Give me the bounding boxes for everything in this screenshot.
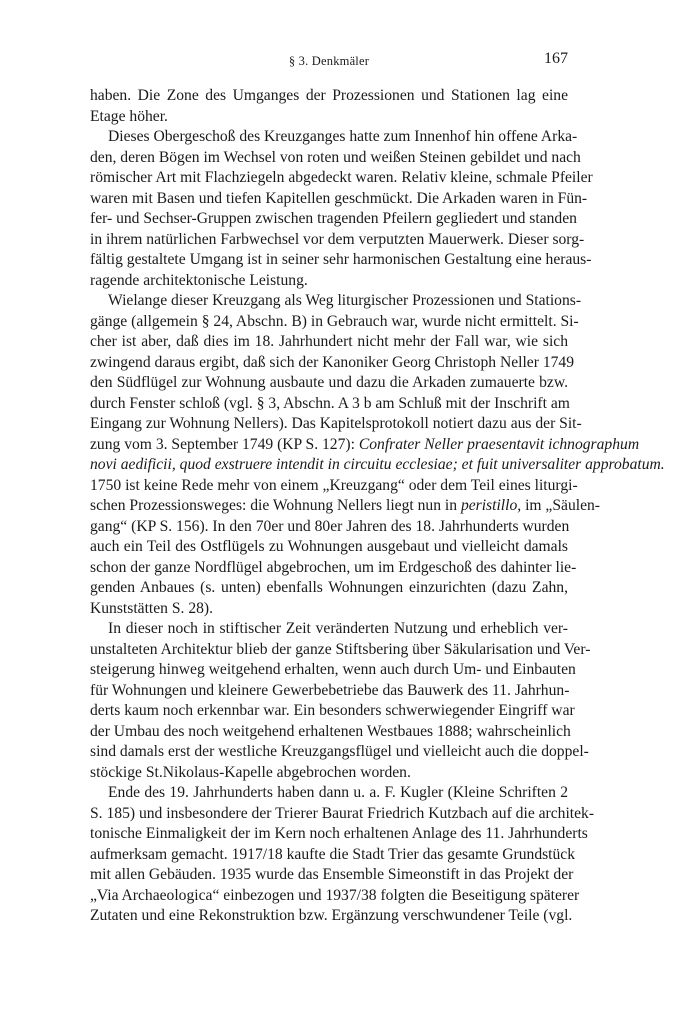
- text-run: „Via Archaeologica“ einbezogen und 1937/38 folgten die Beseitigung späterer: [90, 886, 580, 904]
- text-run: in ihrem natürlichen Farbwechsel vor dem verputzten Mauerwerk. Dieser sorg-: [90, 230, 585, 248]
- text-line: [90, 332, 568, 353]
- text-line: [90, 148, 581, 169]
- text-line: [90, 578, 568, 599]
- text-run: steigerung hinweg weitgehend erhalten, wenn auch durch Um- und Einbauten: [90, 661, 576, 678]
- text-line: [90, 250, 592, 271]
- text-run: Dieses Obergeschoß des Kreuzganges hatte zum Innenhof hin offene Arka-: [108, 128, 578, 145]
- text-line: [90, 189, 588, 210]
- text-line: [90, 640, 591, 661]
- text-run: stöckige St.Nikolaus-Kapelle abgebrochen worden.: [90, 763, 411, 781]
- text-run: 1750 ist keine Rede mehr von einem „Kreuzgang“ oder dem Teil eines liturgi-: [90, 476, 578, 494]
- text-line: [90, 865, 574, 886]
- text-run: der Umbau des noch weitgehend erhaltenen Westbaues 1888; wahrscheinlich: [90, 722, 571, 740]
- text-run: fältig gestaltete Umgang ist in seiner sehr harmonischen Gestaltung eine heraus-: [90, 251, 592, 268]
- text-line: [90, 783, 568, 804]
- text-line: [90, 886, 580, 907]
- text-run: ragende architektonische Leistung.: [90, 271, 308, 289]
- text-run: sind damals erst der westliche Kreuzgangsflügel und vielleicht auch die doppel-: [90, 743, 589, 760]
- text-run: Wielange dieser Kreuzgang als Weg liturgischer Prozessionen und Stations-: [108, 292, 582, 309]
- text-line: [90, 373, 568, 394]
- text-line: [90, 517, 568, 538]
- text-line: [90, 599, 568, 620]
- text-line: [90, 681, 568, 702]
- text-run: aufmerksam gemacht. 1917/18 kaufte die Stadt Trier das gesamte Grundstück: [90, 845, 576, 863]
- text-line: [90, 763, 568, 784]
- text-run: Kunststätten S. 28).: [90, 599, 214, 617]
- text-line: [90, 619, 568, 640]
- text-line: [90, 394, 568, 415]
- text-run: schon der ganze Nordflügel abgebrochen, um im Erdgeschoß des dahinter lie-: [90, 558, 577, 576]
- text-run: gänge (allgemein § 24, Abschn. B) in Gebrauch war, wurde nicht ermittelt. Si-: [90, 312, 579, 330]
- text-run: für Wohnungen und kleinere Gewerbebetriebe das Bauwerk des 11. Jahrhun-: [90, 681, 570, 699]
- text-run: Etage höher.: [90, 107, 168, 125]
- text-line: [90, 414, 582, 435]
- text-line: [90, 906, 573, 927]
- text-run: den Südflügel zur Wohnung ausbaute und dazu die Arkaden zumauerte bzw.: [90, 374, 568, 391]
- text-line: [90, 496, 600, 517]
- text-line: [90, 742, 589, 763]
- text-line: [90, 168, 593, 189]
- text-line: [90, 455, 665, 476]
- text-line: [90, 209, 577, 230]
- text-run: zwingend daraus ergibt, daß sich der Kanoniker Georg Christoph Neller 1749: [90, 353, 575, 371]
- text-run: Eingang zur Wohnung Nellers). Das Kapitelsprotokoll notiert dazu aus der Sit-: [90, 415, 582, 432]
- text-line: [90, 127, 578, 148]
- text-run: S. 185) und insbesondere der Trierer Baurat Friedrich Kutzbach auf die architek-: [90, 804, 595, 822]
- text-run: waren mit Basen und tiefen Kapitellen geschmückt. Die Arkaden waren in Fün-: [90, 189, 588, 207]
- text-line: [90, 845, 576, 866]
- text-run: mit allen Gebäuden. 1935 wurde das Ensemble Simeonstift in das Projekt der: [90, 866, 574, 883]
- page-number: 167: [544, 50, 568, 67]
- text-line: [90, 824, 588, 845]
- text-run: haben. Die Zone des Umganges der Prozessionen und Stationen lag eine: [90, 87, 568, 104]
- text-line: [90, 537, 568, 558]
- text-line: [90, 660, 576, 681]
- text-run: durch Fenster schloß (vgl. § 3, Abschn. A 3 b am Schluß mit der Inschrift am: [90, 394, 570, 412]
- text-line: [90, 558, 577, 579]
- text-run: genden Anbaues (s. unten) ebenfalls Wohnungen einzurichten (dazu Zahn,: [90, 579, 568, 596]
- text-line: [90, 107, 568, 128]
- latin-quotation: novi aedificii, quod exstruere intendit in circuitu ecclesiae; et fuit universaliter approbatum.: [90, 456, 665, 473]
- text-line: [90, 804, 595, 825]
- latin-quotation: Confrater Neller praesentavit ichnographum: [358, 435, 640, 453]
- text-run: derts kaum noch erkennbar war. Ein besonders schwerwiegender Eingriff war: [90, 702, 575, 719]
- text-run: Ende des 19. Jahrhunderts haben dann u. a. F. Kugler (Kleine Schriften 2: [108, 784, 568, 801]
- text-run: den, deren Bögen im Wechsel von roten und weißen Steinen gebildet und nach: [90, 148, 581, 166]
- text-line: [90, 476, 578, 497]
- text-run: schen Prozessionsweges: die Wohnung Nellers liegt nun in: [90, 497, 458, 514]
- text-run: fer- und Sechser-Gruppen zwischen tragenden Pfeilern gegliedert und standen: [90, 210, 577, 227]
- text-run: auch ein Teil des Ostflügels zu Wohnungen ausgebaut und vielleicht damals: [90, 538, 568, 555]
- text-line: [90, 271, 568, 292]
- text-line: [90, 230, 585, 251]
- text-run: römischer Art mit Flachziegeln abgedeckt waren. Relativ kleine, schmale Pfeiler: [90, 169, 593, 186]
- text-run: cher ist aber, daß dies im 18. Jahrhundert nicht mehr der Fall war, wie sich: [90, 333, 568, 350]
- text-run: In dieser noch in stiftischer Zeit veränderten Nutzung und erheblich ver-: [108, 620, 568, 637]
- body-text: [90, 86, 665, 927]
- text-line: [90, 701, 575, 722]
- text-line: [90, 435, 640, 456]
- running-header: [90, 50, 568, 72]
- text-line: [90, 312, 579, 333]
- text-line: [90, 722, 571, 743]
- text-run: im „Säulen-: [525, 497, 600, 514]
- latin-quotation: peristillo,: [460, 497, 522, 514]
- text-line: [90, 86, 568, 107]
- text-run: zung vom 3. September 1749 (KP S. 127):: [90, 435, 355, 453]
- text-run: Zutaten und eine Rekonstruktion bzw. Ergänzung verschwundener Teile (vgl.: [90, 907, 573, 924]
- section-title: § 3. Denkmäler: [288, 54, 370, 68]
- text-run: tonische Einmaligkeit der im Kern noch erhaltenen Anlage des 11. Jahrhunderts: [90, 825, 588, 842]
- text-line: [90, 291, 582, 312]
- text-run: gang“ (KP S. 156). In den 70er und 80er Jahren des 18. Jahrhunderts wurden: [90, 517, 570, 535]
- text-run: unstalteten Architektur blieb der ganze Stiftsbering über Säkularisation und Ver-: [90, 640, 591, 658]
- text-line: [90, 353, 575, 374]
